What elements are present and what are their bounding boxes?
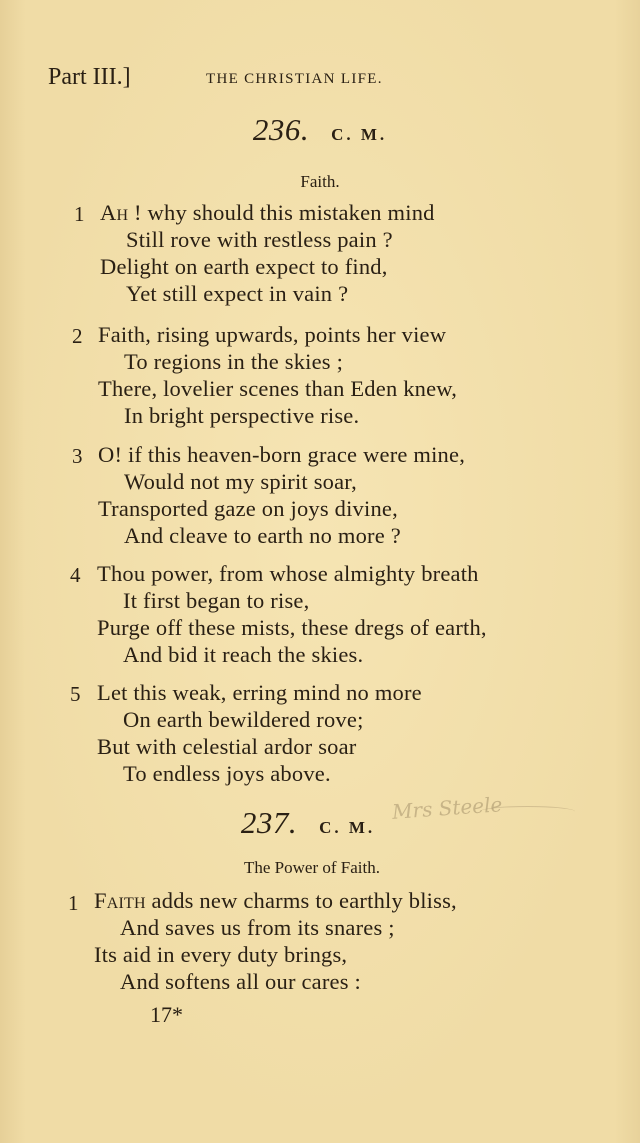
verse-line: Thou power, from whose almighty breath xyxy=(97,561,479,586)
verse-line: Delight on earth expect to find, xyxy=(100,254,388,279)
hymn-subtitle: The Power of Faith. xyxy=(244,858,380,877)
lead-caps: Faith xyxy=(94,888,146,913)
handwritten-annotation: Mrs Steele xyxy=(391,792,504,824)
hymn-number: 237. xyxy=(240,805,298,840)
verse-line: On earth bewildered rove; xyxy=(123,707,364,732)
verse-line: Still rove with restless pain ? xyxy=(126,227,393,252)
running-head xyxy=(48,64,383,91)
hymn-subtitle: Faith. xyxy=(300,172,340,191)
verse-line: Yet still expect in vain ? xyxy=(126,281,349,306)
verse-line: To endless joys above. xyxy=(123,761,331,786)
part-label: Part III.] xyxy=(48,64,131,90)
verse-number: 4 xyxy=(70,563,81,587)
verse-number: 5 xyxy=(70,682,81,706)
verse-line: Purge off these mists, these dregs of earth, xyxy=(97,615,487,640)
verse-line: Transported gaze on joys divine, xyxy=(98,496,398,521)
verse-line: Its aid in every duty brings, xyxy=(94,942,348,967)
verse-line: Let this weak, erring mind no more xyxy=(97,680,422,705)
lead-caps: Ah xyxy=(100,200,129,225)
verse-line: O! if this heaven-born grace were mine, xyxy=(98,442,466,467)
verse-line: To regions in the skies ; xyxy=(124,349,344,374)
hymn-number: 236. xyxy=(252,112,310,147)
verse-number: 2 xyxy=(72,324,83,348)
verse-number: 3 xyxy=(72,444,83,468)
hymn-236-heading xyxy=(0,112,640,148)
verse-line: There, lovelier scenes than Eden knew, xyxy=(98,376,458,401)
verse-line: Faith, rising upwards, points her view xyxy=(98,322,447,347)
handwritten-flourish xyxy=(480,806,575,817)
signature-mark: 17* xyxy=(150,1002,183,1027)
verse-line: And softens all our cares : xyxy=(120,969,361,994)
verse-number: 1 xyxy=(74,202,85,226)
verse-line: Ah ! why should this mistaken mind xyxy=(100,200,435,225)
verse-line: And cleave to earth no more ? xyxy=(124,523,401,548)
hymn-meter: C. M. xyxy=(319,818,376,837)
verse-line: Would not my spirit soar, xyxy=(124,469,357,494)
verse-line: Faith adds new charms to earthly bliss, xyxy=(94,888,457,913)
verse-line: And saves us from its snares ; xyxy=(120,915,395,940)
verse-line: And bid it reach the skies. xyxy=(123,642,364,667)
verse-line: In bright perspective rise. xyxy=(124,403,360,428)
verse-line: It first began to rise, xyxy=(123,588,310,613)
hymn-meter: C. M. xyxy=(331,125,388,144)
verse-line: But with celestial ardor soar xyxy=(97,734,357,759)
verse-number: 1 xyxy=(68,891,79,915)
chapter-title: THE CHRISTIAN LIFE. xyxy=(206,71,383,87)
